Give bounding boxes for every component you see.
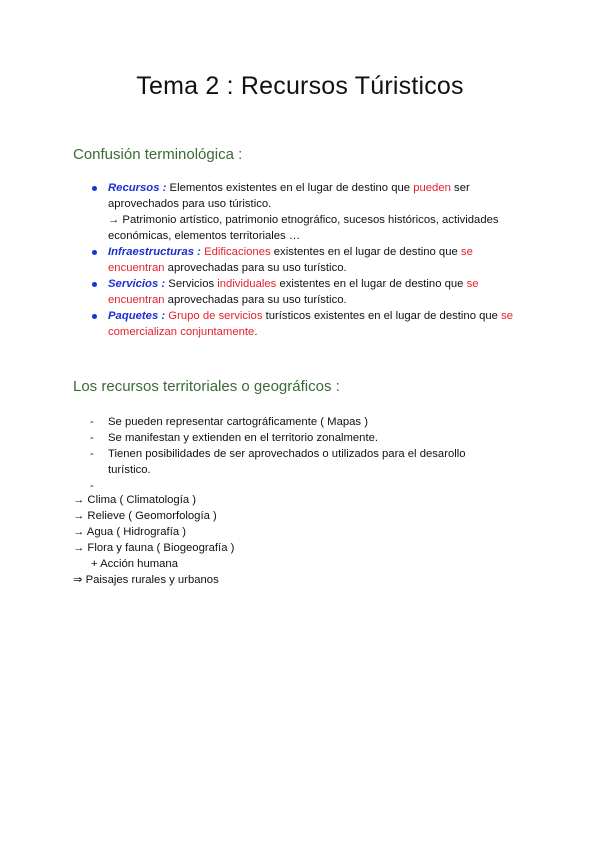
- flow-item: → Flora y fauna ( Biogeografía ): [73, 542, 235, 554]
- page-title: Tema 2 : Recursos Túristicos: [136, 72, 464, 100]
- highlighted-text: Edificaciones: [204, 246, 271, 258]
- term-item: [92, 180, 532, 244]
- resource-types-list: [73, 492, 493, 588]
- list-item: [90, 446, 510, 478]
- dash-marker: -: [90, 432, 94, 444]
- bullet-icon: [92, 186, 97, 191]
- definition-text: Elementos existentes en el lugar de destino que: [166, 182, 414, 194]
- term-label: Infraestructuras :: [108, 246, 201, 258]
- highlighted-text: se encuentran: [108, 246, 473, 274]
- highlighted-text: individuales: [217, 278, 277, 290]
- flow-item: → Agua ( Hidrografía ): [73, 526, 187, 538]
- term-item: [92, 308, 532, 340]
- term-label: Paquetes :: [108, 310, 166, 322]
- definition-text: ser aprovechados para uso túristico.: [108, 182, 470, 210]
- characteristics-list: [90, 414, 510, 494]
- term-label: Servicios :: [108, 278, 166, 290]
- list-item: [90, 430, 510, 446]
- list-item-text: Se manifestan y extienden en el territorio zonalmente.: [108, 432, 379, 444]
- flow-item: → Relieve ( Geomorfología ): [73, 510, 217, 522]
- definition-text: aprovechadas para su uso turístico.: [164, 294, 347, 306]
- flow-item: → Clima ( Climatología ): [73, 494, 197, 506]
- bullet-icon: [92, 314, 97, 319]
- list-item: [90, 414, 510, 430]
- term-item: [92, 276, 532, 308]
- list-item-text: Se pueden representar cartográficamente ( Mapas ): [108, 416, 368, 428]
- highlighted-text: pueden: [413, 182, 451, 194]
- definition-text: Servicios: [165, 278, 218, 290]
- terminology-list: [92, 180, 532, 340]
- highlighted-text: se encuentran: [108, 278, 479, 306]
- dash-marker: -: [90, 416, 94, 428]
- definition-text: .: [254, 326, 258, 338]
- flow-item: ⇒ Paisajes rurales y urbanos: [73, 574, 219, 586]
- dash-marker: -: [90, 480, 94, 492]
- term-item: [92, 244, 532, 276]
- bullet-icon: [92, 250, 97, 255]
- definition-text: existentes en el lugar de destino que: [270, 246, 461, 258]
- highlighted-text: Grupo de servicios: [168, 310, 263, 322]
- flow-item: + Acción humana: [91, 558, 178, 570]
- definition-text: existentes en el lugar de destino que: [276, 278, 467, 290]
- bullet-icon: [92, 282, 97, 287]
- term-label: Recursos :: [108, 182, 167, 194]
- definition-examples: → Patrimonio artístico, patrimonio etnográfico, sucesos históricos, actividades económicas, elementos territoriales …: [108, 214, 499, 242]
- definition-text: turísticos existentes en el lugar de destino que: [262, 310, 502, 322]
- dash-marker: -: [90, 448, 94, 460]
- section-heading-territorial-resources: Los recursos territoriales o geográficos :: [73, 378, 340, 395]
- definition-text: aprovechadas para su uso turístico.: [164, 262, 347, 274]
- section-heading-terminology: Confusión terminológica :: [73, 146, 243, 163]
- highlighted-text: se comercializan conjuntamente: [108, 310, 514, 338]
- list-item-text: Tienen posibilidades de ser aprovechados o utilizados para el desarollo turístico.: [108, 448, 466, 476]
